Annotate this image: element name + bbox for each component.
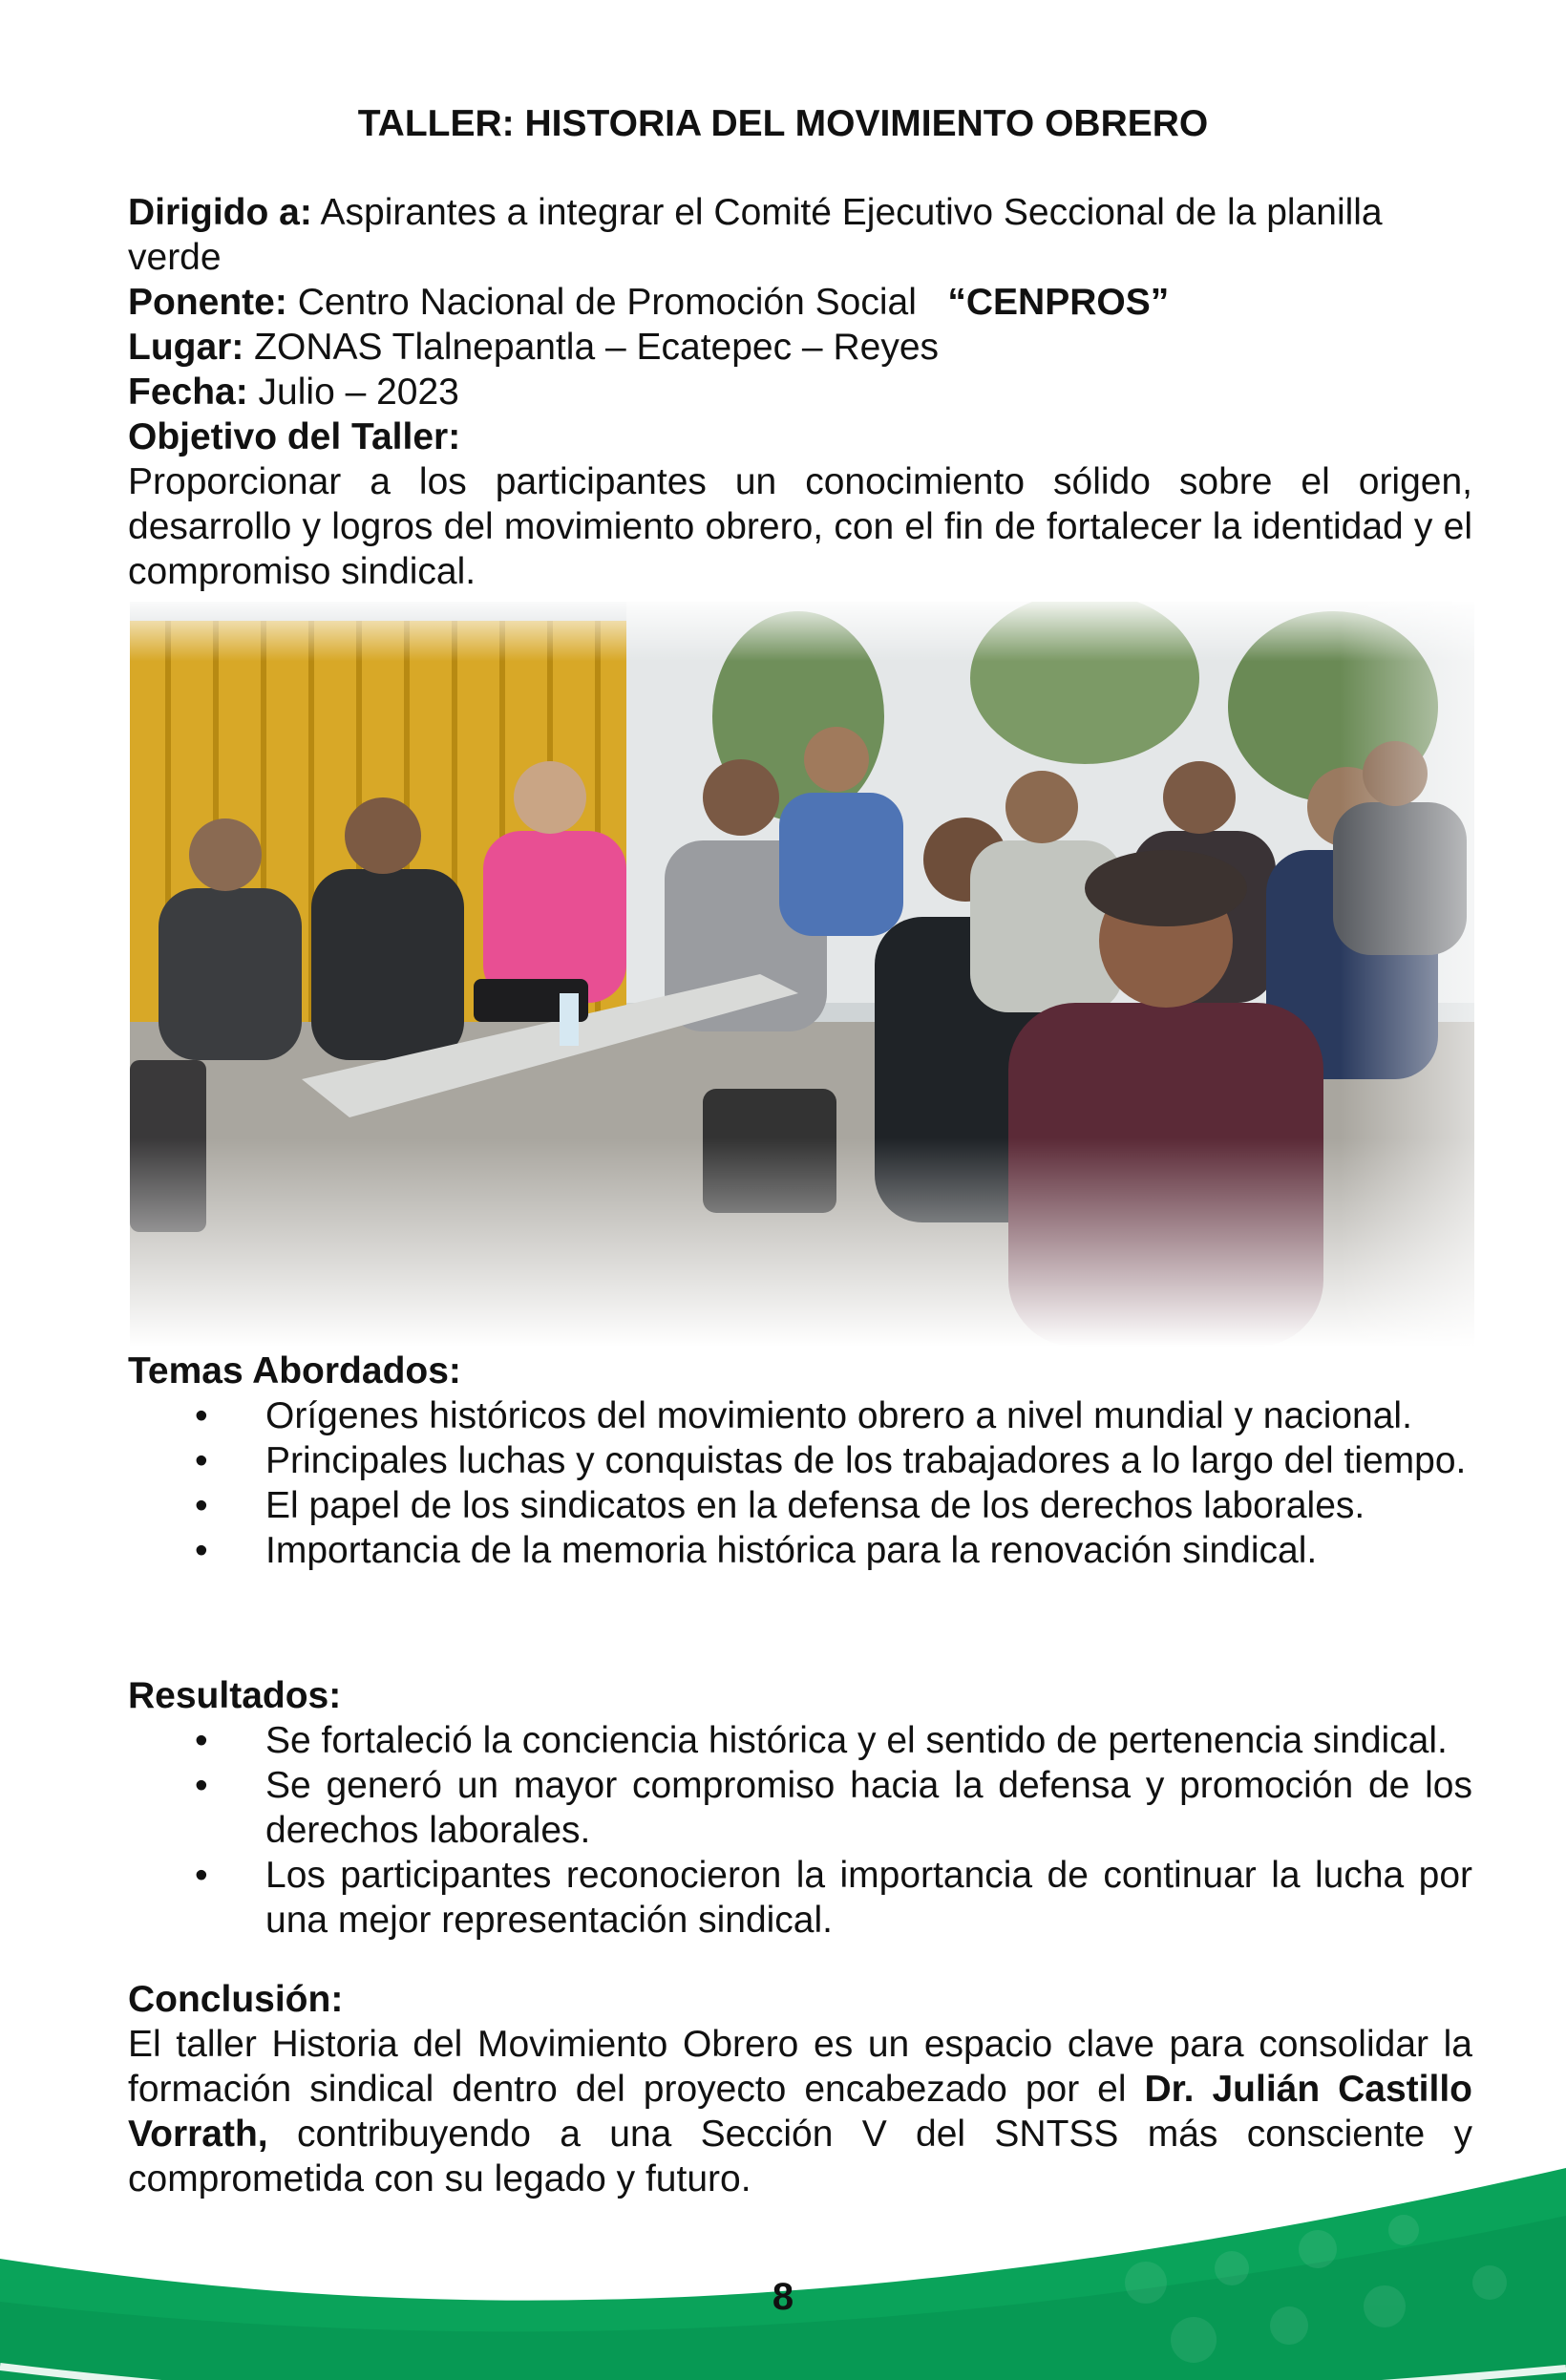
bullet: • xyxy=(195,1765,208,1806)
workshop-photo-illustration xyxy=(130,602,1474,1347)
bullet: • xyxy=(195,1855,208,1896)
list-item xyxy=(128,1718,1472,1763)
list-item xyxy=(128,1393,1472,1438)
objetivo-heading xyxy=(128,414,1472,459)
temas-heading: Temas Abordados: xyxy=(128,1350,461,1392)
list-item-text: Se generó un mayor compromiso hacia la defensa y promoción de los derechos laborales. xyxy=(265,1765,1472,1851)
page-title: TALLER: HISTORIA DEL MOVIMIENTO OBRERO xyxy=(357,103,1209,144)
bullet: • xyxy=(195,1530,208,1571)
list-item xyxy=(128,1438,1472,1483)
fecha-value: Julio – 2023 xyxy=(258,372,459,413)
fecha-line xyxy=(128,370,1472,414)
objetivo-label: Objetivo del Taller: xyxy=(128,416,461,457)
bullet: • xyxy=(195,1720,208,1761)
ponente-line xyxy=(128,280,1472,325)
conclusion-name: Dr. Julián Castillo Vorrath, xyxy=(128,2069,1472,2155)
list-item xyxy=(128,1763,1472,1853)
lugar-label: Lugar: xyxy=(128,327,244,368)
list-item xyxy=(128,1528,1472,1573)
workshop-photo xyxy=(130,602,1474,1347)
list-item-text: El papel de los sindicatos en la defensa de los derechos laborales. xyxy=(265,1485,1365,1526)
footer-wave xyxy=(0,2139,1566,2380)
list-item-text: Los participantes reconocieron la importancia de continuar la lucha por una mejor representación sindical. xyxy=(265,1855,1472,1941)
temas-list xyxy=(128,1393,1472,1573)
list-item xyxy=(128,1483,1472,1528)
workshop-details xyxy=(128,190,1472,594)
objetivo-text: Proporcionar a los participantes un conocimiento sólido sobre el origen, desarrollo y logros del movimiento obrero, con el fin de fortalecer la identidad y el compromiso sindical. xyxy=(128,461,1472,592)
list-item-text: Se fortaleció la conciencia histórica y el sentido de pertenencia sindical. xyxy=(265,1720,1448,1761)
ponente-value: Centro Nacional de Promoción Social xyxy=(297,282,917,323)
bullet: • xyxy=(195,1485,208,1526)
ponente-label: Ponente: xyxy=(128,282,287,323)
dirigido-label: Dirigido a: xyxy=(128,192,312,233)
resultados-list xyxy=(128,1718,1472,1943)
conclusion-text-before: El taller Historia del Movimiento Obrero es un espacio clave para consolidar la formación sindical dentro del proyecto encabezado por el xyxy=(128,2024,1472,2110)
lugar-line xyxy=(128,325,1472,370)
conclusion-heading: Conclusión: xyxy=(128,1979,344,2020)
dirigido-line xyxy=(128,190,1472,280)
page-number: 8 xyxy=(772,2276,794,2318)
lugar-value: ZONAS Tlalnepantla – Ecatepec – Reyes xyxy=(254,327,940,368)
dirigido-value: Aspirantes a integrar el Comité Ejecutivo Seccional de la planilla verde xyxy=(128,192,1383,278)
list-item-text: Principales luchas y conquistas de los trabajadores a lo largo del tiempo. xyxy=(265,1440,1467,1481)
list-item-text: Orígenes históricos del movimiento obrero a nivel mundial y nacional. xyxy=(265,1395,1412,1436)
temas-section xyxy=(128,1349,1472,1573)
resultados-heading: Resultados: xyxy=(128,1675,342,1716)
ponente-acronym: “CENPROS” xyxy=(947,282,1170,323)
bullet: • xyxy=(195,1395,208,1436)
bullet: • xyxy=(195,1440,208,1481)
conclusion-text-after: contribuyendo a una Sección V del SNTSS más consciente y comprometida con su legado y futuro. xyxy=(128,2114,1472,2199)
list-item-text: Importancia de la memoria histórica para la renovación sindical. xyxy=(265,1530,1318,1571)
fecha-label: Fecha: xyxy=(128,372,248,413)
resultados-section xyxy=(128,1673,1472,1943)
list-item xyxy=(128,1853,1472,1943)
